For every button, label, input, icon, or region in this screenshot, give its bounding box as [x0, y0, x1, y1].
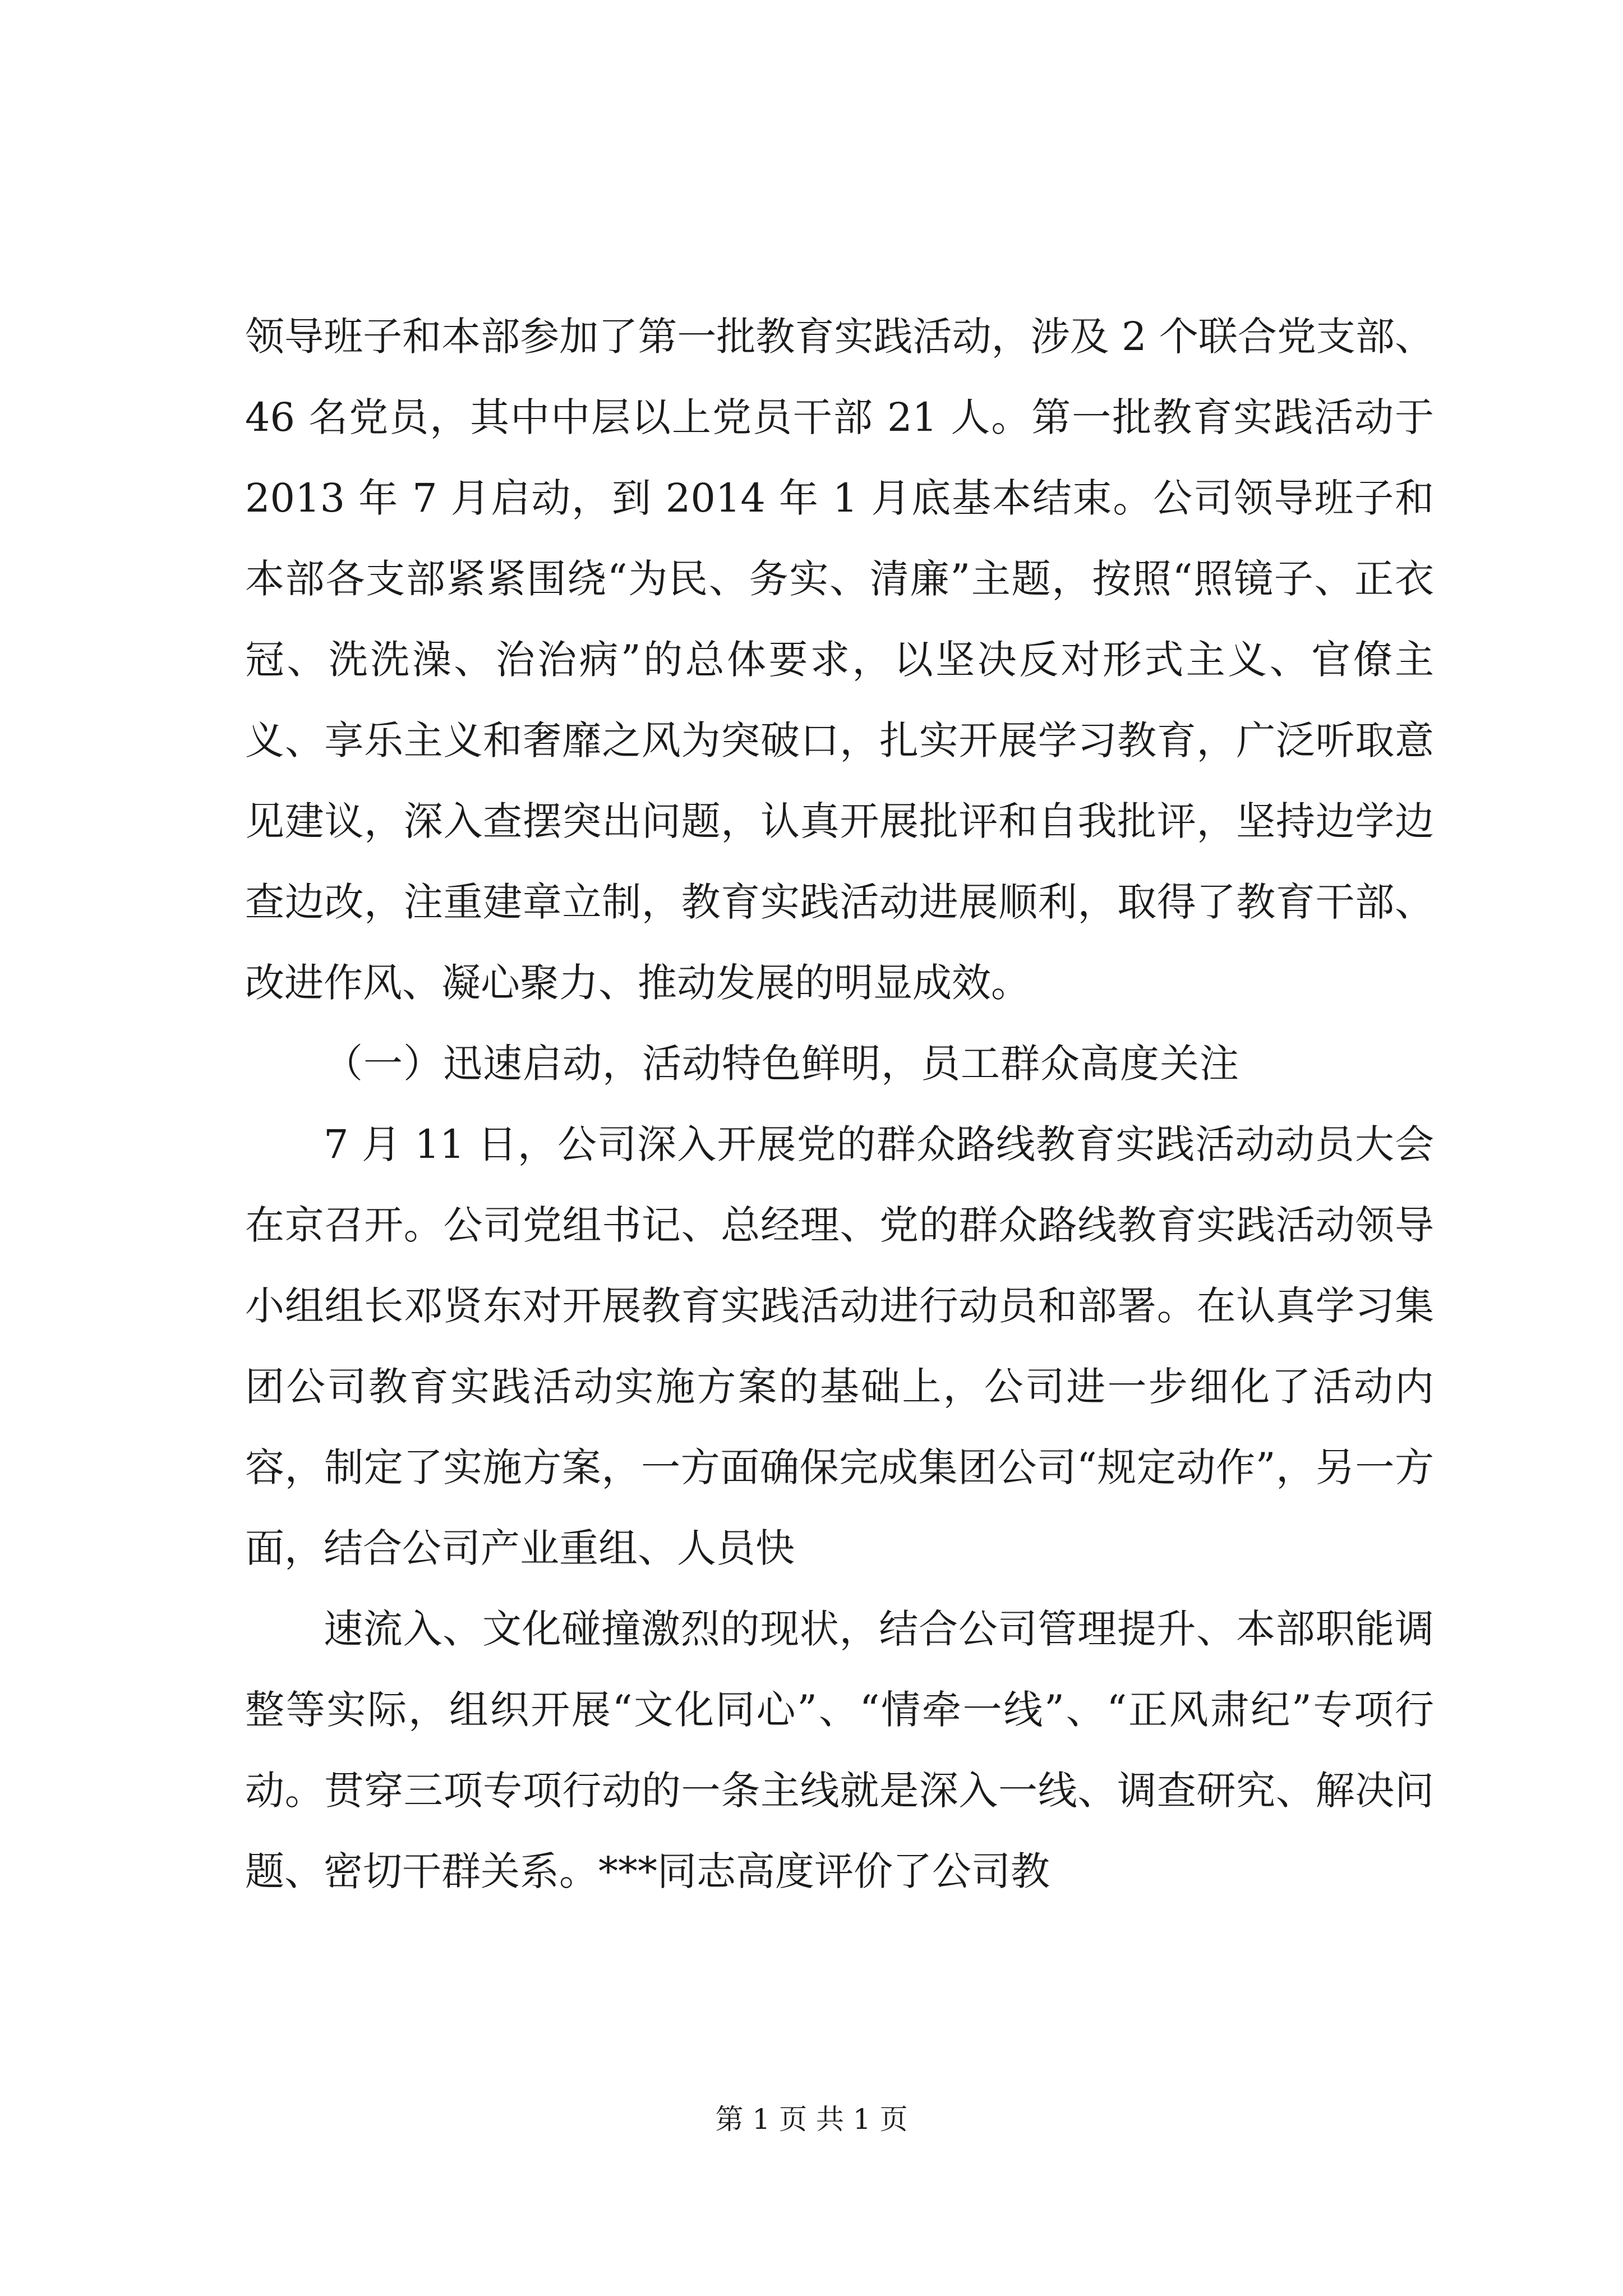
section-heading: （一）迅速启动，活动特色鲜明，员工群众高度关注	[324, 1041, 1239, 1087]
body-paragraph: 速流入、文化碰撞激烈的现状，结合公司管理提升、本部职能调整等实际，组织开展“文化同心”、“情牵一线”、“正风肃纪”专项行动。贯穿三项专项行动的一条主线就是深入一线、调查研究、解决问题、密切干群关系。***同志高度评价了公司教	[245, 1606, 1434, 1894]
page-footer: 第 1 页 共 1 页	[715, 2103, 908, 2136]
body-paragraph: 领导班子和本部参加了第一批教育实践活动，涉及 2 个联合党支部、46 名党员，其中中层以上党员干部 21 人。第一批教育实践活动于 2013 年 7 月启动，到 2014 年 1 月底基本结束。公司领导班子和本部各支部紧紧围绕“为民、务实、清廉”主题，按照“照镜子、正衣冠、洗洗澡、治治病”的总体要求，以坚决反对形式主义、官僚主义、享乐主义和奢靡之风为突破口，扎实开展学习教育，广泛听取意见建议，深入查摆突出问题，认真开展批评和自我批评，坚持边学边查边改，注重建章立制，教育实践活动进展顺利，取得了教育干部、改进作风、凝心聚力、推动发展的明显成效。	[245, 314, 1434, 1006]
document-body	[245, 296, 1434, 1912]
body-paragraph: 7 月 11 日，公司深入开展党的群众路线教育实践活动动员大会在京召开。公司党组书记、总经理、党的群众路线教育实践活动领导小组组长邓贤东对开展教育实践活动进行动员和部署。在认真学习集团公司教育实践活动实施方案的基础上，公司进一步细化了活动内容，制定了实施方案，一方面确保完成集团公司“规定动作”，另一方面，结合公司产业重组、人员快	[245, 1121, 1434, 1571]
